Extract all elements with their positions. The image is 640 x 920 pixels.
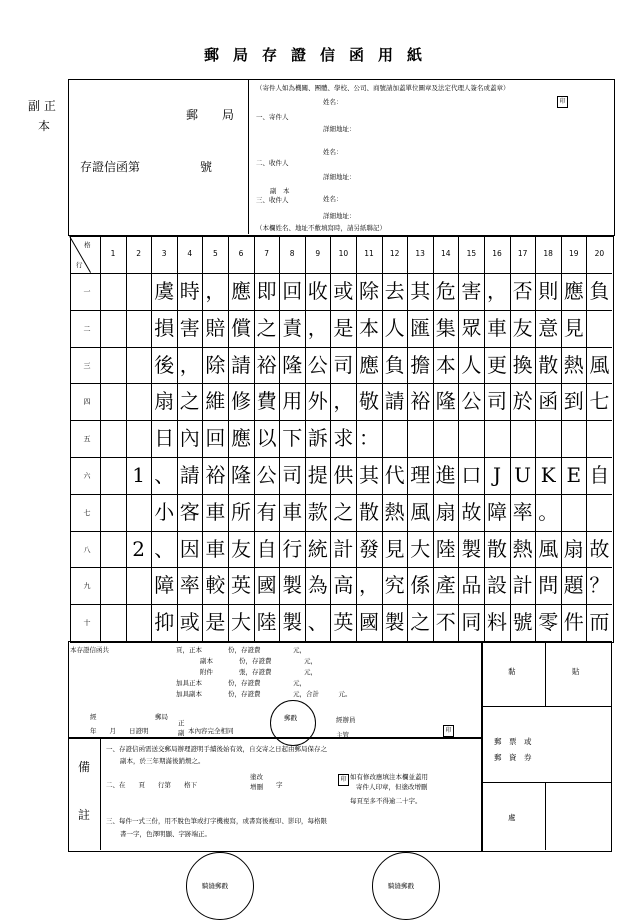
grid-cell-char: 率 (179, 573, 200, 598)
grid-cell-char: 以 (256, 426, 277, 451)
grid-cell-char: 修 (231, 389, 251, 414)
remarks-label-2: 註 (78, 808, 91, 822)
grid-cell-char: 內 (179, 426, 200, 451)
fee-line3: 附件 張，存證費 元， (200, 668, 317, 676)
grid-cell-char: U (514, 463, 532, 487)
grid-cell-char: 提 (307, 463, 328, 487)
sender-name-label: 姓名： (323, 98, 343, 106)
grid-cell-char: 公 (256, 463, 277, 487)
stamp-label-1: 郵 票 或 (494, 737, 532, 746)
grid-column-number: 20 (594, 249, 605, 258)
grid-column-number: 12 (389, 249, 400, 258)
header-divider (248, 79, 249, 234)
grid-cell-char: 發 (359, 536, 379, 561)
grid-cell-char: 之 (179, 389, 200, 414)
grid-cell-char: 製 (282, 573, 303, 598)
grid-cell-char: 回 (282, 279, 303, 303)
grid-row-label: 五 (83, 435, 91, 444)
grid-cell-char: 見 (563, 315, 584, 340)
remark-2-alter: 塗改 (250, 773, 263, 781)
grid-cell-char: 函 (538, 389, 559, 414)
grid-cell-char: 。 (538, 499, 559, 524)
cc-label-2: 三、收件人 (256, 196, 289, 204)
grid-cell-char: 號 (512, 610, 533, 635)
grid-cell-char: 訴 (307, 426, 328, 451)
grid-column-number: 9 (315, 249, 321, 258)
grid-cell-char: 換 (512, 352, 533, 377)
grid-cell-char: 自 (589, 463, 610, 487)
grid-cell-char: 口 (461, 463, 482, 487)
grid-cell-char: 1 (132, 463, 145, 487)
sender-address-label: 詳細地址： (323, 125, 356, 133)
grid-cell-char: 七 (589, 389, 610, 414)
grid-column-number: 5 (213, 249, 218, 258)
grid-column-number: 10 (338, 249, 349, 258)
certify-post-office: 郵局 (155, 713, 168, 721)
grid-cell-char: 或 (179, 610, 200, 635)
grid-cell-char: 抑 (154, 610, 175, 635)
stamp-line-2 (481, 782, 611, 783)
grid-cell-char: 請 (231, 352, 251, 377)
grid-cell-char: 為 (307, 573, 328, 598)
grid-cell-char: 進 (435, 463, 456, 487)
grid-cell-char: 除 (205, 352, 226, 377)
fee-line1-a: 本存證信函共 (70, 646, 109, 654)
grid-cell-char: K (540, 463, 556, 487)
grid-cell-char: 公 (307, 352, 328, 377)
grid-row-label: 十 (83, 619, 91, 628)
grid-row-label: 七 (83, 508, 91, 517)
paste-label-2: 貼 (572, 667, 580, 676)
grid-cell-char: 司 (333, 352, 354, 377)
stamp-line-1 (481, 706, 611, 707)
grid-cell-char: 大 (231, 610, 251, 635)
grid-cell-char: 損 (154, 315, 175, 340)
grid-cell-char: 國 (359, 610, 379, 635)
grid-cell-char: 或 (333, 279, 354, 303)
grid-cell-char: 隆 (282, 352, 303, 377)
sender-label: 一、寄件人 (256, 113, 289, 121)
grid-cell-char: 計 (512, 573, 533, 598)
certify-original: 正 (178, 719, 185, 727)
grid-column-number: 13 (415, 249, 425, 258)
grid-cell-char: 裕 (410, 389, 431, 414)
grid-column-number: 16 (492, 249, 502, 258)
header-notice-bottom: （本欄姓名、地址不敷填寫時，請另紙聯記） (256, 224, 386, 232)
officer-stamp-mark: 印 (443, 725, 454, 737)
grid-cell-char: 熱 (384, 499, 405, 524)
grid-cell-char: 供 (333, 463, 354, 487)
grid-cell-char: E (566, 463, 582, 487)
grid-cell-char: 熱 (563, 352, 584, 377)
grid-cell-char: 之 (410, 610, 431, 635)
grid-cell-char: 熱 (512, 536, 533, 561)
grid-column-number: 17 (517, 249, 528, 258)
remark-3-line-b: 書一字，色澤明顯、字跡端正。 (120, 830, 211, 838)
grid-cell-char: 裕 (256, 352, 277, 377)
grid-cell-char: 件 (563, 610, 584, 635)
grid-col-line (126, 236, 127, 641)
stamp-vline-bottom (545, 782, 546, 850)
grid-column-number: 15 (466, 249, 477, 258)
grid-cell-char: 品 (461, 573, 482, 598)
grid-cell-char: 風 (589, 352, 610, 377)
grid-cell-char: 故 (461, 499, 482, 524)
grid-cell-char: 本 (359, 315, 379, 340)
grid-cell-char: 料 (487, 610, 507, 635)
grid-cell-char: 請 (179, 463, 200, 487)
grid-cell-char: 眾 (461, 315, 482, 340)
remark-2-line-a: 二、在 頁 行第 格下 (106, 781, 197, 789)
remark-2-note-b: 寄件人印章，但塗改增刪 (356, 783, 428, 791)
post-seal-label: 郵戳 (284, 714, 297, 722)
grid-cell-char: 責 (282, 315, 303, 340)
grid-corner-top: 格 (84, 241, 91, 249)
grid-cell-char: ， (179, 352, 200, 377)
fee-line5: 加具副本 份，存證費 元，合計 元。 (176, 690, 352, 698)
grid-col-line (100, 236, 101, 641)
header-notice-top: （寄件人如為機關、團體、學校、公司、商號請加蓋單位圖章及法定代理人簽名或蓋章） (256, 84, 510, 92)
grid-cell-char: 是 (205, 610, 226, 635)
grid-cell-char: 障 (487, 499, 507, 524)
grid-cell-char: ， (359, 573, 379, 598)
place-label: 處 (508, 813, 516, 822)
grid-cell-char: 題 (563, 573, 584, 598)
grid-cell-char: 見 (384, 536, 405, 561)
grid-column-number: 19 (569, 249, 579, 258)
grid-cell-char: 裕 (205, 463, 226, 487)
grid-cell-char: 用 (282, 389, 303, 414)
grid-cell-char: 2 (132, 536, 145, 561)
grid-cell-char: 同 (461, 610, 482, 635)
cross-seal-left-label: 騎縫郵戳 (202, 882, 228, 890)
grid-cell-char: 意 (538, 315, 559, 340)
grid-cell-char: 之 (256, 315, 277, 340)
grid-row-label: 九 (83, 582, 91, 591)
copy-label-top: 副 正 (28, 99, 56, 113)
certify-date: 年 月 日證明 (90, 727, 149, 735)
grid-cell-char: 、 (307, 610, 328, 635)
grid-cell-char: 係 (410, 573, 431, 598)
grid-column-number: 4 (187, 249, 193, 258)
cc-name-label: 姓名： (323, 195, 343, 203)
grid-cell-char: 費 (256, 389, 277, 414)
grid-cell-char: 產 (435, 573, 456, 598)
stamp-label-2: 郵 資 券 (494, 753, 532, 762)
grid-cell-char: 製 (461, 536, 482, 561)
grid-cell-char: 車 (205, 536, 226, 561)
grid-cell-char: 應 (563, 279, 584, 303)
grid-cell-char: 之 (333, 499, 354, 524)
grid-cell-char: 時 (179, 279, 200, 303)
grid-cell-char: 、 (154, 536, 175, 561)
grid-cell-char: 則 (538, 279, 559, 303)
grid-column-number: 7 (264, 249, 269, 258)
grid-cell-char: ： (359, 426, 379, 451)
grid-cell-char: 更 (487, 352, 507, 377)
grid-cell-char: 設 (487, 573, 507, 598)
grid-cell-char: 風 (410, 499, 431, 524)
cc-address-label: 詳細地址： (323, 212, 356, 220)
grid-column-number: 18 (543, 249, 553, 258)
remark-2-note-c: 每頁至多不得逾二十字。 (350, 797, 422, 805)
grid-cell-char: 擔 (410, 352, 431, 377)
certify-by: 經 (90, 713, 97, 721)
grid-cell-char: ， (333, 389, 354, 414)
grid-cell-char: ？ (589, 573, 610, 598)
grid-cell-char: 車 (205, 499, 226, 524)
grid-cell-char: 散 (487, 536, 507, 561)
grid-cell-char: 否 (512, 279, 533, 303)
grid-cell-char: 回 (205, 426, 226, 451)
copy-label-bottom: 本 (38, 119, 51, 133)
paste-label-1: 黏 (508, 667, 516, 676)
grid-cell-char: 率 (512, 499, 533, 524)
grid-cell-char: 請 (384, 389, 405, 414)
remark-2-char: 字 (276, 781, 283, 789)
grid-cell-char: 自 (256, 536, 277, 561)
grid-column-number: 3 (161, 249, 167, 258)
grid-cell-char: 負 (384, 352, 405, 377)
grid-cell-char: 小 (154, 499, 175, 524)
grid-cell-char: 車 (487, 315, 507, 340)
grid-cell-char: 英 (333, 610, 354, 635)
remark-1-line-b: 副本，於三年期滿後銷燬之。 (120, 757, 205, 765)
grid-row-label: 一 (83, 288, 91, 296)
grid-cell-char: 應 (359, 352, 379, 377)
grid-column-number: 1 (110, 249, 116, 258)
grid-cell-char: 扇 (154, 389, 175, 414)
remark-2-stamp-mark: 印 (338, 774, 349, 786)
fee-line4: 加具正本 份，存證費 元， (176, 679, 306, 687)
grid-cell-char: 車 (282, 499, 303, 524)
grid-cell-char: 因 (179, 536, 200, 561)
recipient-address-label: 詳細地址： (323, 173, 356, 181)
grid-cell-char: 而 (589, 610, 610, 635)
grid-cell-char: 敬 (359, 389, 379, 414)
grid-cell-char: 高 (333, 573, 354, 598)
grid-column-number: 14 (441, 249, 451, 258)
grid-cell-char: 負 (589, 279, 610, 303)
grid-cell-char: 外 (307, 389, 328, 414)
grid-cell-char: 償 (231, 315, 251, 340)
grid-cell-char: 客 (179, 499, 200, 524)
grid-cell-char: 英 (231, 573, 251, 598)
grid-cell-char: 去 (384, 279, 405, 303)
grid-cell-char: ， (205, 279, 226, 303)
grid-cell-char: 賠 (205, 315, 226, 340)
grid-cell-char: 零 (538, 610, 559, 635)
grid-cell-char: 司 (487, 389, 507, 414)
grid-cell-char: 扇 (435, 499, 456, 524)
grid-cell-char: 隆 (435, 389, 456, 414)
grid-column-number: 6 (238, 249, 244, 258)
fee-line1-b: 頁，正本 份，存證費 元， (176, 646, 306, 654)
grid-cell-char: 到 (563, 389, 584, 414)
grid-cell-char: 散 (538, 352, 559, 377)
grid-cell-char: 友 (231, 536, 251, 561)
grid-cell-char: 有 (256, 499, 277, 524)
grid-cell-char: 危 (435, 279, 456, 303)
grid-cell-char: 扇 (563, 536, 584, 561)
grid-cell-char: 公 (461, 389, 482, 414)
grid-cell-char: 於 (512, 389, 533, 414)
letter-number-label: 存證信函第 號 (80, 160, 213, 174)
grid-cell-char: 下 (282, 426, 303, 451)
grid-cell-char: 除 (359, 279, 379, 303)
grid-row-label: 六 (83, 472, 91, 480)
grid-cell-char: 是 (333, 315, 354, 340)
fee-line2: 副本 份，存證費 元， (200, 657, 317, 665)
remarks-label-1: 備 (78, 760, 91, 774)
grid-cell-char: J (492, 463, 502, 487)
grid-corner-bottom: 行 (76, 261, 83, 269)
grid-cell-char: 即 (256, 279, 277, 303)
grid-cell-char: ， (487, 279, 507, 303)
grid-cell-char: 日 (154, 426, 175, 451)
certify-copy: 副 (178, 729, 185, 737)
grid-cell-char: 製 (282, 610, 303, 635)
grid-row-label: 三 (83, 361, 91, 370)
grid-cell-char: 後 (154, 352, 175, 377)
grid-cell-char: 所 (231, 499, 251, 524)
grid-cell-char: 匯 (410, 315, 431, 340)
grid-cell-char: 害 (179, 315, 200, 340)
grid-cell-char: 究 (384, 573, 405, 598)
grid-cell-char: ， (307, 315, 328, 340)
grid-cell-char: 友 (512, 315, 533, 340)
grid-row-label: 八 (83, 545, 91, 554)
grid-cell-char: 其 (359, 463, 379, 487)
stamp-vline-top (545, 641, 546, 706)
grid-column-number: 11 (364, 249, 374, 258)
supervisor-label: 主管 (336, 731, 349, 739)
grid-cell-char: 散 (359, 499, 379, 524)
grid-cell-char: 大 (410, 536, 431, 561)
remark-2-note-a: 如有修改應填注本欄並蓋用 (350, 773, 428, 781)
grid-cell-char: 問 (538, 573, 559, 598)
recipient-name-label: 姓名： (323, 148, 343, 156)
grid-cell-char: 應 (231, 279, 251, 303)
grid-column-number: 8 (289, 249, 295, 258)
cc-label-1: 副 本 (270, 187, 290, 195)
grid-cell-char: 風 (538, 536, 559, 561)
grid-cell-char: 人 (384, 315, 405, 340)
grid-cell-char: 理 (410, 463, 431, 487)
grid-cell-char: 害 (461, 279, 482, 303)
remark-1-line-a: 一、存證信函需送交郵局辦理證明手續後始有效，自交寄之日起由郵局保存之 (106, 745, 327, 753)
grid-cell-char: 隆 (231, 463, 251, 487)
grid-cell-char: 其 (410, 279, 431, 303)
grid-column-number: 2 (136, 249, 141, 258)
grid-cell-char: 陸 (435, 536, 456, 561)
page-title: 郵局存證信函用紙 (203, 46, 436, 64)
grid-cell-char: 、 (154, 463, 175, 487)
remark-3-line-a: 三、每件一式三份，用不脫色筆或打字機複寫，或書寫後複印、影印，每格限 (106, 817, 327, 825)
grid-cell-char: 不 (435, 610, 456, 635)
grid-cell-char: 人 (461, 352, 482, 377)
grid-cell-char: 行 (282, 536, 303, 561)
officer-label: 經辦員 (336, 716, 356, 724)
remark-2-addel: 增刪 (250, 783, 263, 791)
grid-cell-char: 故 (589, 536, 610, 561)
grid-cell-char: 維 (205, 389, 226, 414)
grid-cell-char: 集 (435, 315, 456, 340)
grid-cell-char: 計 (333, 536, 354, 561)
post-office-label: 郵 局 (186, 108, 235, 122)
sender-stamp-mark: 印 (557, 96, 568, 108)
grid-row-label: 二 (83, 324, 91, 333)
grid-cell-char: 較 (205, 573, 226, 598)
cross-seal-right-label: 騎縫郵戳 (388, 882, 414, 890)
recipient-label: 二、收件人 (256, 159, 289, 167)
grid-cell-char: 障 (154, 573, 175, 598)
grid-cell-char: 代 (384, 463, 405, 487)
grid-cell-char: 國 (256, 573, 277, 598)
grid-cell-char: 司 (282, 463, 303, 487)
grid-row-label: 四 (83, 398, 91, 407)
certify-identical: 本內容完全相同 (188, 727, 234, 735)
grid-cell-char: 製 (384, 610, 405, 635)
grid-cell-char: 陸 (256, 610, 277, 635)
remarks-divider (100, 737, 101, 850)
grid-cell-char: 應 (231, 426, 251, 451)
grid-cell-char: 統 (307, 536, 328, 561)
grid-cell-char: 本 (435, 352, 456, 377)
grid-cell-char: 收 (307, 279, 328, 303)
grid-cell-char: 款 (307, 499, 328, 524)
grid-cell-char: 求 (333, 426, 354, 451)
grid-cell-char: 虞 (154, 279, 175, 303)
